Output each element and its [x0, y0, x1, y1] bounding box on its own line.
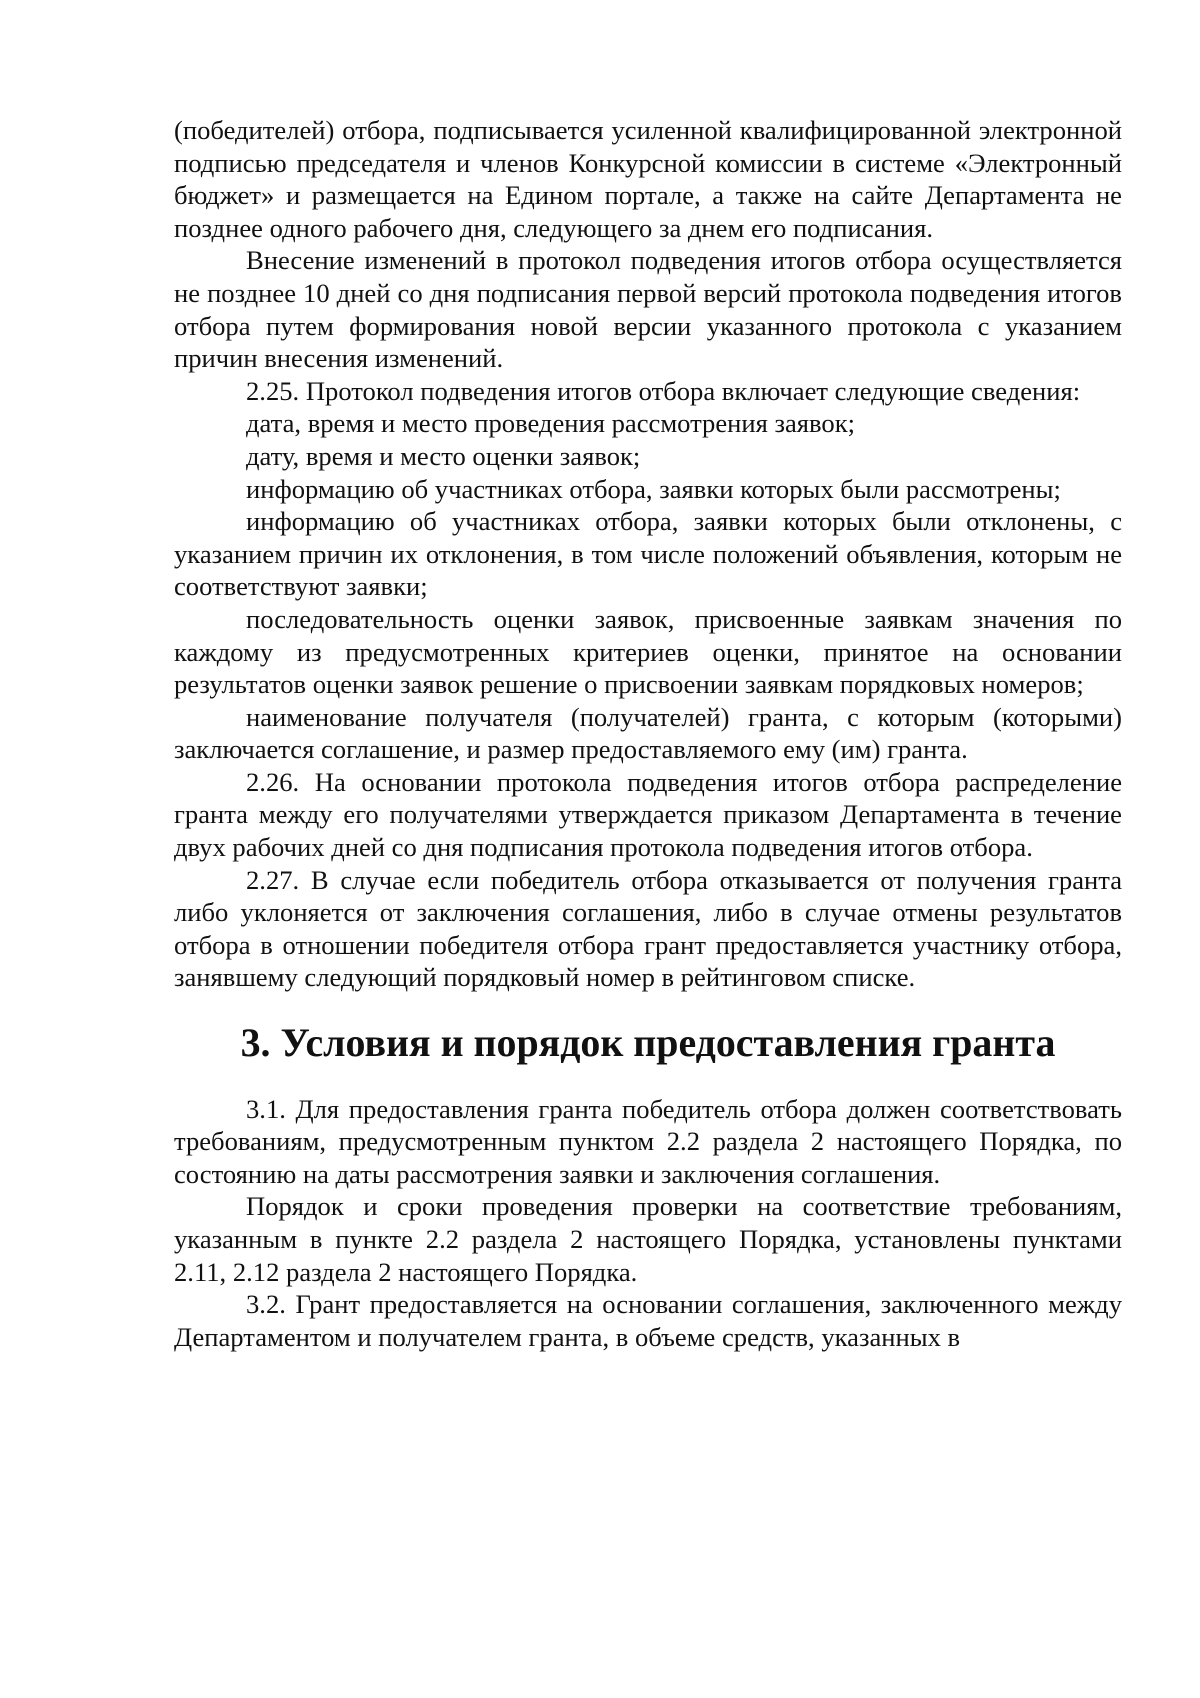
paragraph: Порядок и сроки проведения проверки на соответствие требованиям, указанным в пункте 2.2 раздела 2 настоящего Порядка, установлены пунктами 2.11, 2.12 раздела 2 настоящего Порядка.	[174, 1191, 1122, 1287]
section-title: 3. Условия и порядок предоставления гранта	[240, 1020, 1056, 1066]
paragraph: Внесение изменений в протокол подведения итогов отбора осуществляется не позднее 10 дней со дня подписания первой версий протокола подведения итогов отбора путем формирования новой версии указанного протокола с указанием причин внесения изменений.	[174, 245, 1122, 374]
paragraph: 3.1. Для предоставления гранта победитель отбора должен соответствовать требованиям, предусмотренным пунктом 2.2 раздела 2 настоящего Порядка, по состоянию на даты рассмотрения заявки и заключения соглашения.	[174, 1093, 1122, 1189]
paragraph: 3.2. Грант предоставляется на основании соглашения, заключенного между Департаментом и получателем гранта, в объеме средств, указанных в	[174, 1289, 1122, 1352]
paragraph: дату, время и место оценки заявок;	[246, 440, 641, 471]
paragraph: 2.26. На основании протокола подведения итогов отбора распределение гранта между его получателями утверждается приказом Департамента в течение двух рабочих дней со дня подписания протокола подведения итогов отбора.	[174, 766, 1122, 863]
paragraph: наименование получателя (получателей) гранта, с которым (которыми) заключается соглашение, и размер предоставляемого ему (им) гранта.	[174, 701, 1122, 765]
paragraph: 2.27. В случае если победитель отбора отказывается от получения гранта либо уклоняется от заключения соглашения, либо в случае отмены результатов отбора в отношении победителя отбора грант предоставляется участнику отбора, занявшему следующий порядковый номер в рейтинговом списке.	[174, 864, 1122, 993]
paragraph: (победителей) отбора, подписывается усиленной квалифицированной электронной подписью председателя и членов Конкурсной комиссии в системе «Электронный бюджет» и размещается на Едином портале, а также на сайте Департамента не позднее одного рабочего дня, следующего за днем его подписания.	[174, 115, 1122, 243]
paragraph: 2.25. Протокол подведения итогов отбора включает следующие сведения:	[246, 375, 1081, 406]
paragraph: информацию об участниках отбора, заявки которых были рассмотрены;	[246, 473, 1061, 504]
paragraph: информацию об участниках отбора, заявки которых были отклонены, с указанием причин их отклонения, в том числе положений объявления, которым не соответствуют заявки;	[174, 506, 1122, 602]
document-page	[174, 114, 1122, 1353]
paragraph: дата, время и место проведения рассмотрения заявок;	[246, 408, 856, 439]
paragraph: последовательность оценки заявок, присвоенные заявкам значения по каждому из предусмотренных критериев оценки, принятое на основании результатов оценки заявок решение о присвоении заявкам порядковых номеров;	[174, 603, 1122, 700]
